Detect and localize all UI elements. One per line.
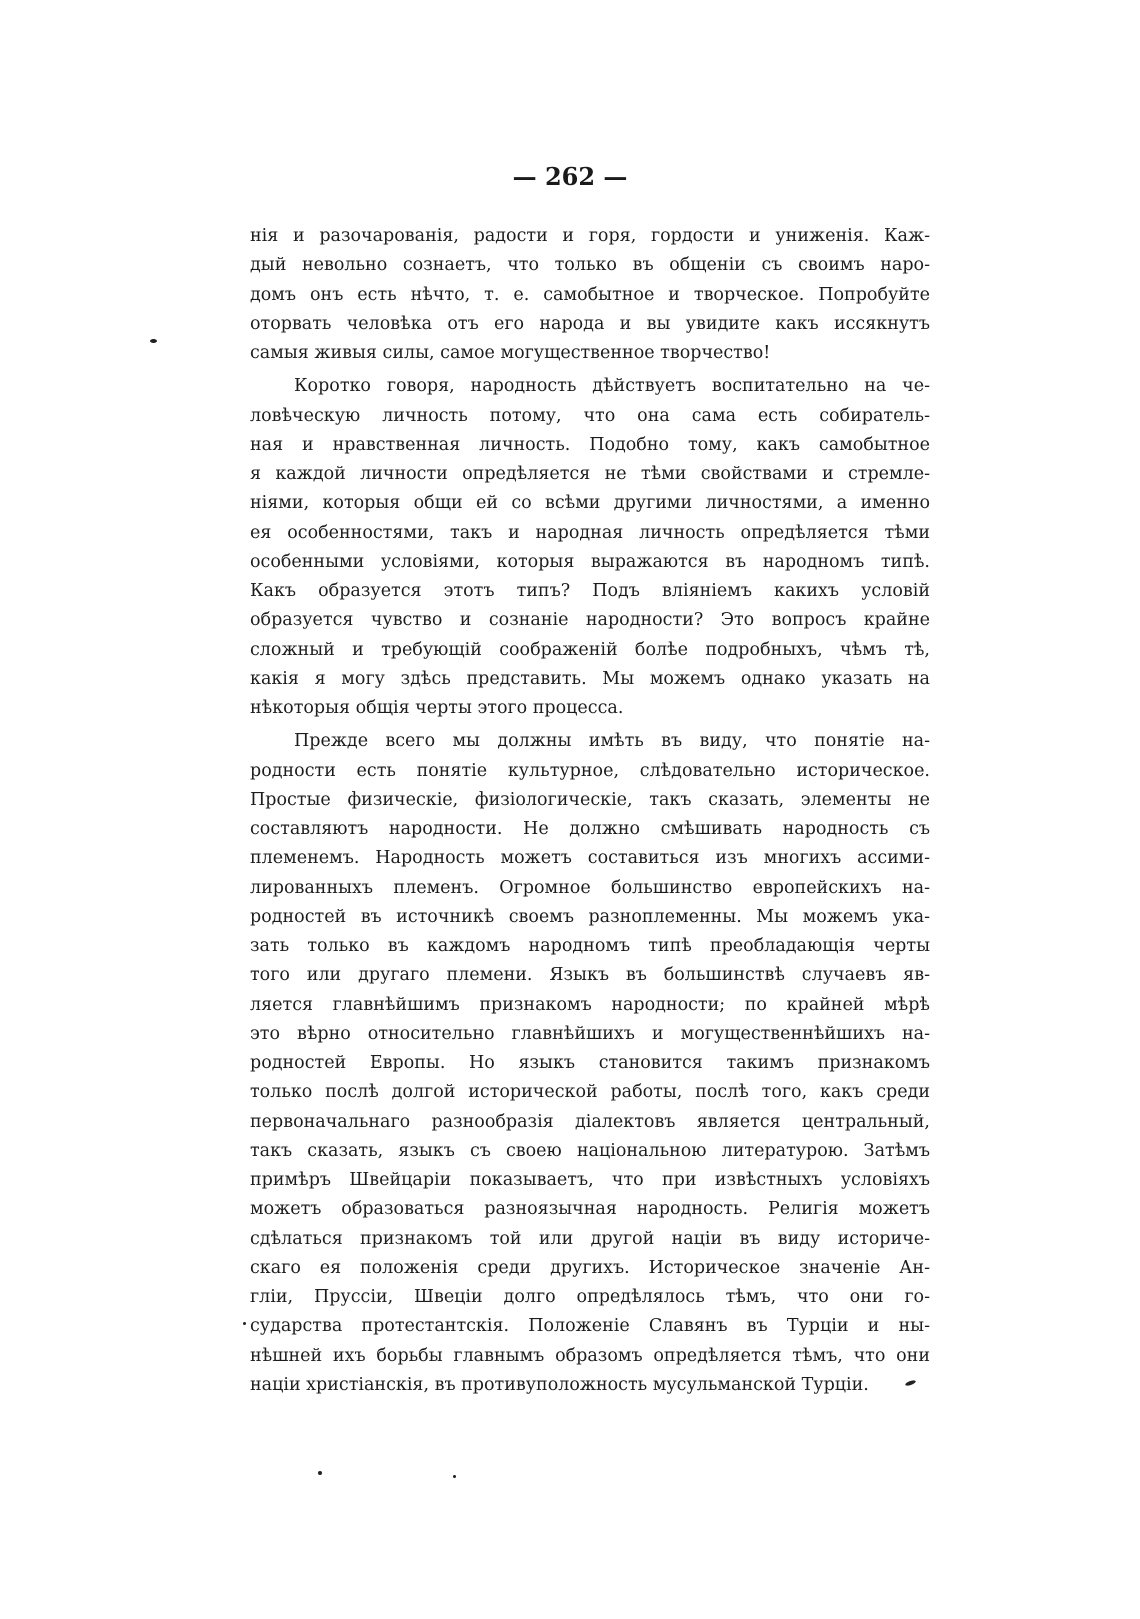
body-text [250, 222, 930, 1400]
text-line: домъ онъ есть нѣчто, т. е. самобытное и творческое. Попробуйте [250, 284, 930, 305]
text-line: оторвать человѣка отъ его народа и вы увидите какъ иссякнутъ [250, 313, 930, 334]
scan-speck [243, 1322, 246, 1325]
page-number: — 262 — [512, 162, 628, 191]
text-line: ея особенностями, такъ и народная личность опредѣляется тѣми [250, 522, 930, 543]
text-line: племенемъ. Народность можетъ составиться изъ многихъ ассими- [250, 848, 930, 869]
text-line: родности есть понятіе культурное, слѣдовательно историческое. [250, 760, 930, 781]
text-line: Какъ образуется этотъ типъ? Подъ вліяніемъ какихъ условій [250, 581, 930, 601]
paragraph-1 [250, 222, 930, 368]
text-line: первоначальнаго разнообразія діалектовъ является центральный, [250, 1111, 930, 1132]
text-line: Простые физическіе, физіологическіе, такъ сказать, элементы не [250, 789, 930, 810]
text-line: можетъ образоваться разноязычная народность. Религія можетъ [250, 1199, 930, 1220]
text-line: ляется главнѣйшимъ признакомъ народности; по крайней мѣрѣ [250, 994, 930, 1015]
text-line: сложный и требующій соображеній болѣе подробныхъ, чѣмъ тѣ, [250, 639, 930, 660]
text-line: это вѣрно относительно главнѣйшихъ и могущественнѣйшихъ на- [250, 1023, 930, 1044]
paragraph-3 [250, 727, 930, 1400]
text-line: такъ сказать, языкъ съ своею національною литературою. Затѣмъ [250, 1140, 930, 1161]
scan-speck [318, 1471, 322, 1475]
text-line: примѣръ Швейцаріи показываетъ, что при извѣстныхъ условіяхъ [250, 1170, 930, 1190]
text-line: ная и нравственная личность. Подобно тому, какъ самобытное [250, 434, 930, 455]
text-line: ловѣческую личность потому, что она сама есть собиратель- [250, 405, 930, 426]
text-line: лированныхъ племенъ. Огромное большинство европейскихъ на- [250, 877, 930, 898]
text-line: Прежде всего мы должны имѣть въ виду, что понятіе на- [294, 731, 930, 752]
text-line: составляютъ народности. Не должно смѣшивать народность съ [250, 819, 930, 839]
text-line: гліи, Пруссіи, Швеціи долго опредѣлялось тѣмъ, что они го- [250, 1287, 930, 1307]
text-line: образуется чувство и сознаніе народности? Это вопросъ крайне [250, 610, 930, 631]
text-line: ніями, которыя общи ей со всѣми другими личностями, а именно [250, 493, 930, 514]
text-line: скаго ея положенія среди другихъ. Историческое значеніе Ан- [250, 1257, 930, 1278]
text-line: нѣкоторыя общія черты этого процесса. [250, 698, 624, 718]
text-line: сударства протестантскія. Положеніе Славянъ въ Турціи и ны- [250, 1316, 930, 1337]
text-line: особенными условіями, которыя выражаются въ народномъ типѣ. [250, 551, 930, 572]
text-line: сдѣлаться признакомъ той или другой націи въ виду историче- [250, 1228, 930, 1249]
text-line: нія и разочарованія, радости и горя, гордости и униженія. Каж- [250, 226, 930, 246]
text-line: только послѣ долгой исторической работы, послѣ того, какъ среди [250, 1082, 930, 1103]
text-line: самыя живыя силы, самое могущественное творчество! [250, 343, 771, 363]
text-line: какія я могу здѣсь представить. Мы можемъ однако указать на [250, 668, 930, 689]
text-line: нѣшней ихъ борьбы главнымъ образомъ опредѣляется тѣмъ, что они [250, 1345, 930, 1366]
text-line: родностей Европы. Но языкъ становится такимъ признакомъ [250, 1053, 930, 1073]
text-line: родностей въ источникѣ своемъ разноплеменны. Мы можемъ ука- [250, 906, 930, 927]
paragraph-2 [250, 372, 930, 723]
text-line: Коротко говоря, народность дѣйствуетъ воспитательно на че- [294, 376, 930, 397]
text-line: націи христіанскія, въ противуположность мусульманской Турціи. [250, 1374, 869, 1395]
text-line: того или другаго племени. Языкъ въ большинствѣ случаевъ яв- [250, 965, 930, 986]
text-line: я каждой личности опредѣляется не тѣми свойствами и стремле- [250, 464, 930, 484]
scan-speck [453, 1475, 456, 1478]
scan-speck [150, 339, 157, 343]
text-line: дый невольно сознаетъ, что только въ общеніи съ своимъ наро- [250, 255, 930, 276]
text-line: зать только въ каждомъ народномъ типѣ преобладающія черты [250, 936, 930, 956]
